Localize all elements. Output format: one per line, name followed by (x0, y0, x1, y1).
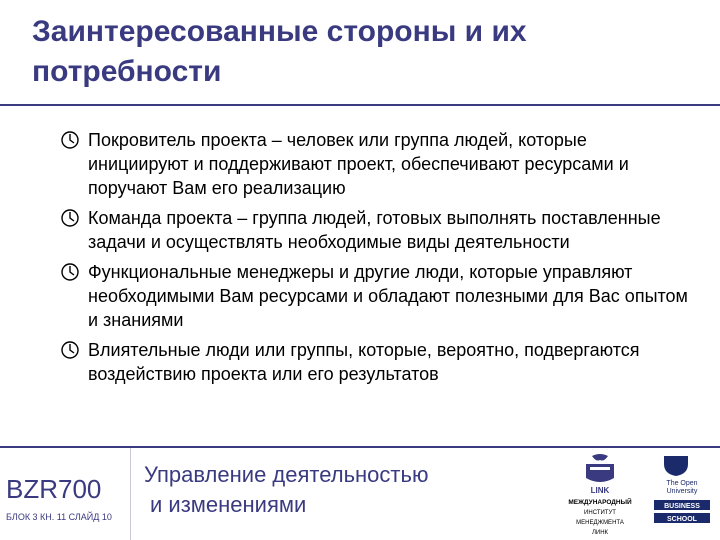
bullet-text: Функциональные менеджеры и другие люди, которые управляют необходимыми Вам ресурсами и обладают полезными для Вас опытом и знаниями (88, 262, 688, 330)
ou-logo-band1: BUSINESS (664, 503, 700, 510)
open-university-logo (650, 452, 714, 528)
course-title (144, 460, 428, 520)
footer-vertical-divider (130, 448, 131, 540)
link-logo-line3: МЕНЕДЖМЕНТА (576, 520, 624, 526)
link-institute-logo (560, 452, 640, 540)
bullet-text: Влиятельные люди или группы, которые, вероятно, подвергаются воздействию проекта или его результатов (88, 340, 640, 384)
link-logo-name: LINK (590, 486, 610, 495)
link-logo-line1: МЕЖДУНАРОДНЫЙ (568, 499, 632, 506)
footer-divider (0, 446, 720, 448)
list-item (60, 338, 690, 386)
bullet-text: Команда проекта – группа людей, готовых выполнять поставленные задачи и осуществлять необходимые виды деятельности (88, 208, 661, 252)
ou-logo-band2: SCHOOL (667, 516, 697, 523)
list-item (60, 206, 690, 254)
title-divider (0, 104, 720, 106)
ou-logo-line2: University (666, 488, 698, 495)
block-label: БЛОК 3 КН. 11 СЛАЙД 10 (6, 512, 112, 522)
bullet-text: Покровитель проекта – человек или группа людей, которые инициируют и поддерживают проект, обеспечивают ресурсами и поручают Вам его реализацию (88, 130, 629, 198)
course-code: BZR700 (6, 474, 102, 504)
clock-bullet-icon (60, 262, 80, 282)
course-title-line2: и изменениями (150, 492, 307, 517)
ou-logo-line1: The Open (666, 480, 698, 487)
slide-title: Заинтересованные стороны и их потребности (32, 15, 527, 88)
clock-bullet-icon (60, 130, 80, 150)
link-logo-line2: ИНСТИТУТ (584, 510, 616, 516)
course-title-line1: Управление деятельностью (144, 462, 429, 487)
list-item (60, 128, 690, 200)
clock-bullet-icon (60, 208, 80, 228)
link-logo-line4: ЛИНК (591, 530, 609, 536)
bullet-list (60, 128, 690, 392)
clock-bullet-icon (60, 340, 80, 360)
list-item (60, 260, 690, 332)
